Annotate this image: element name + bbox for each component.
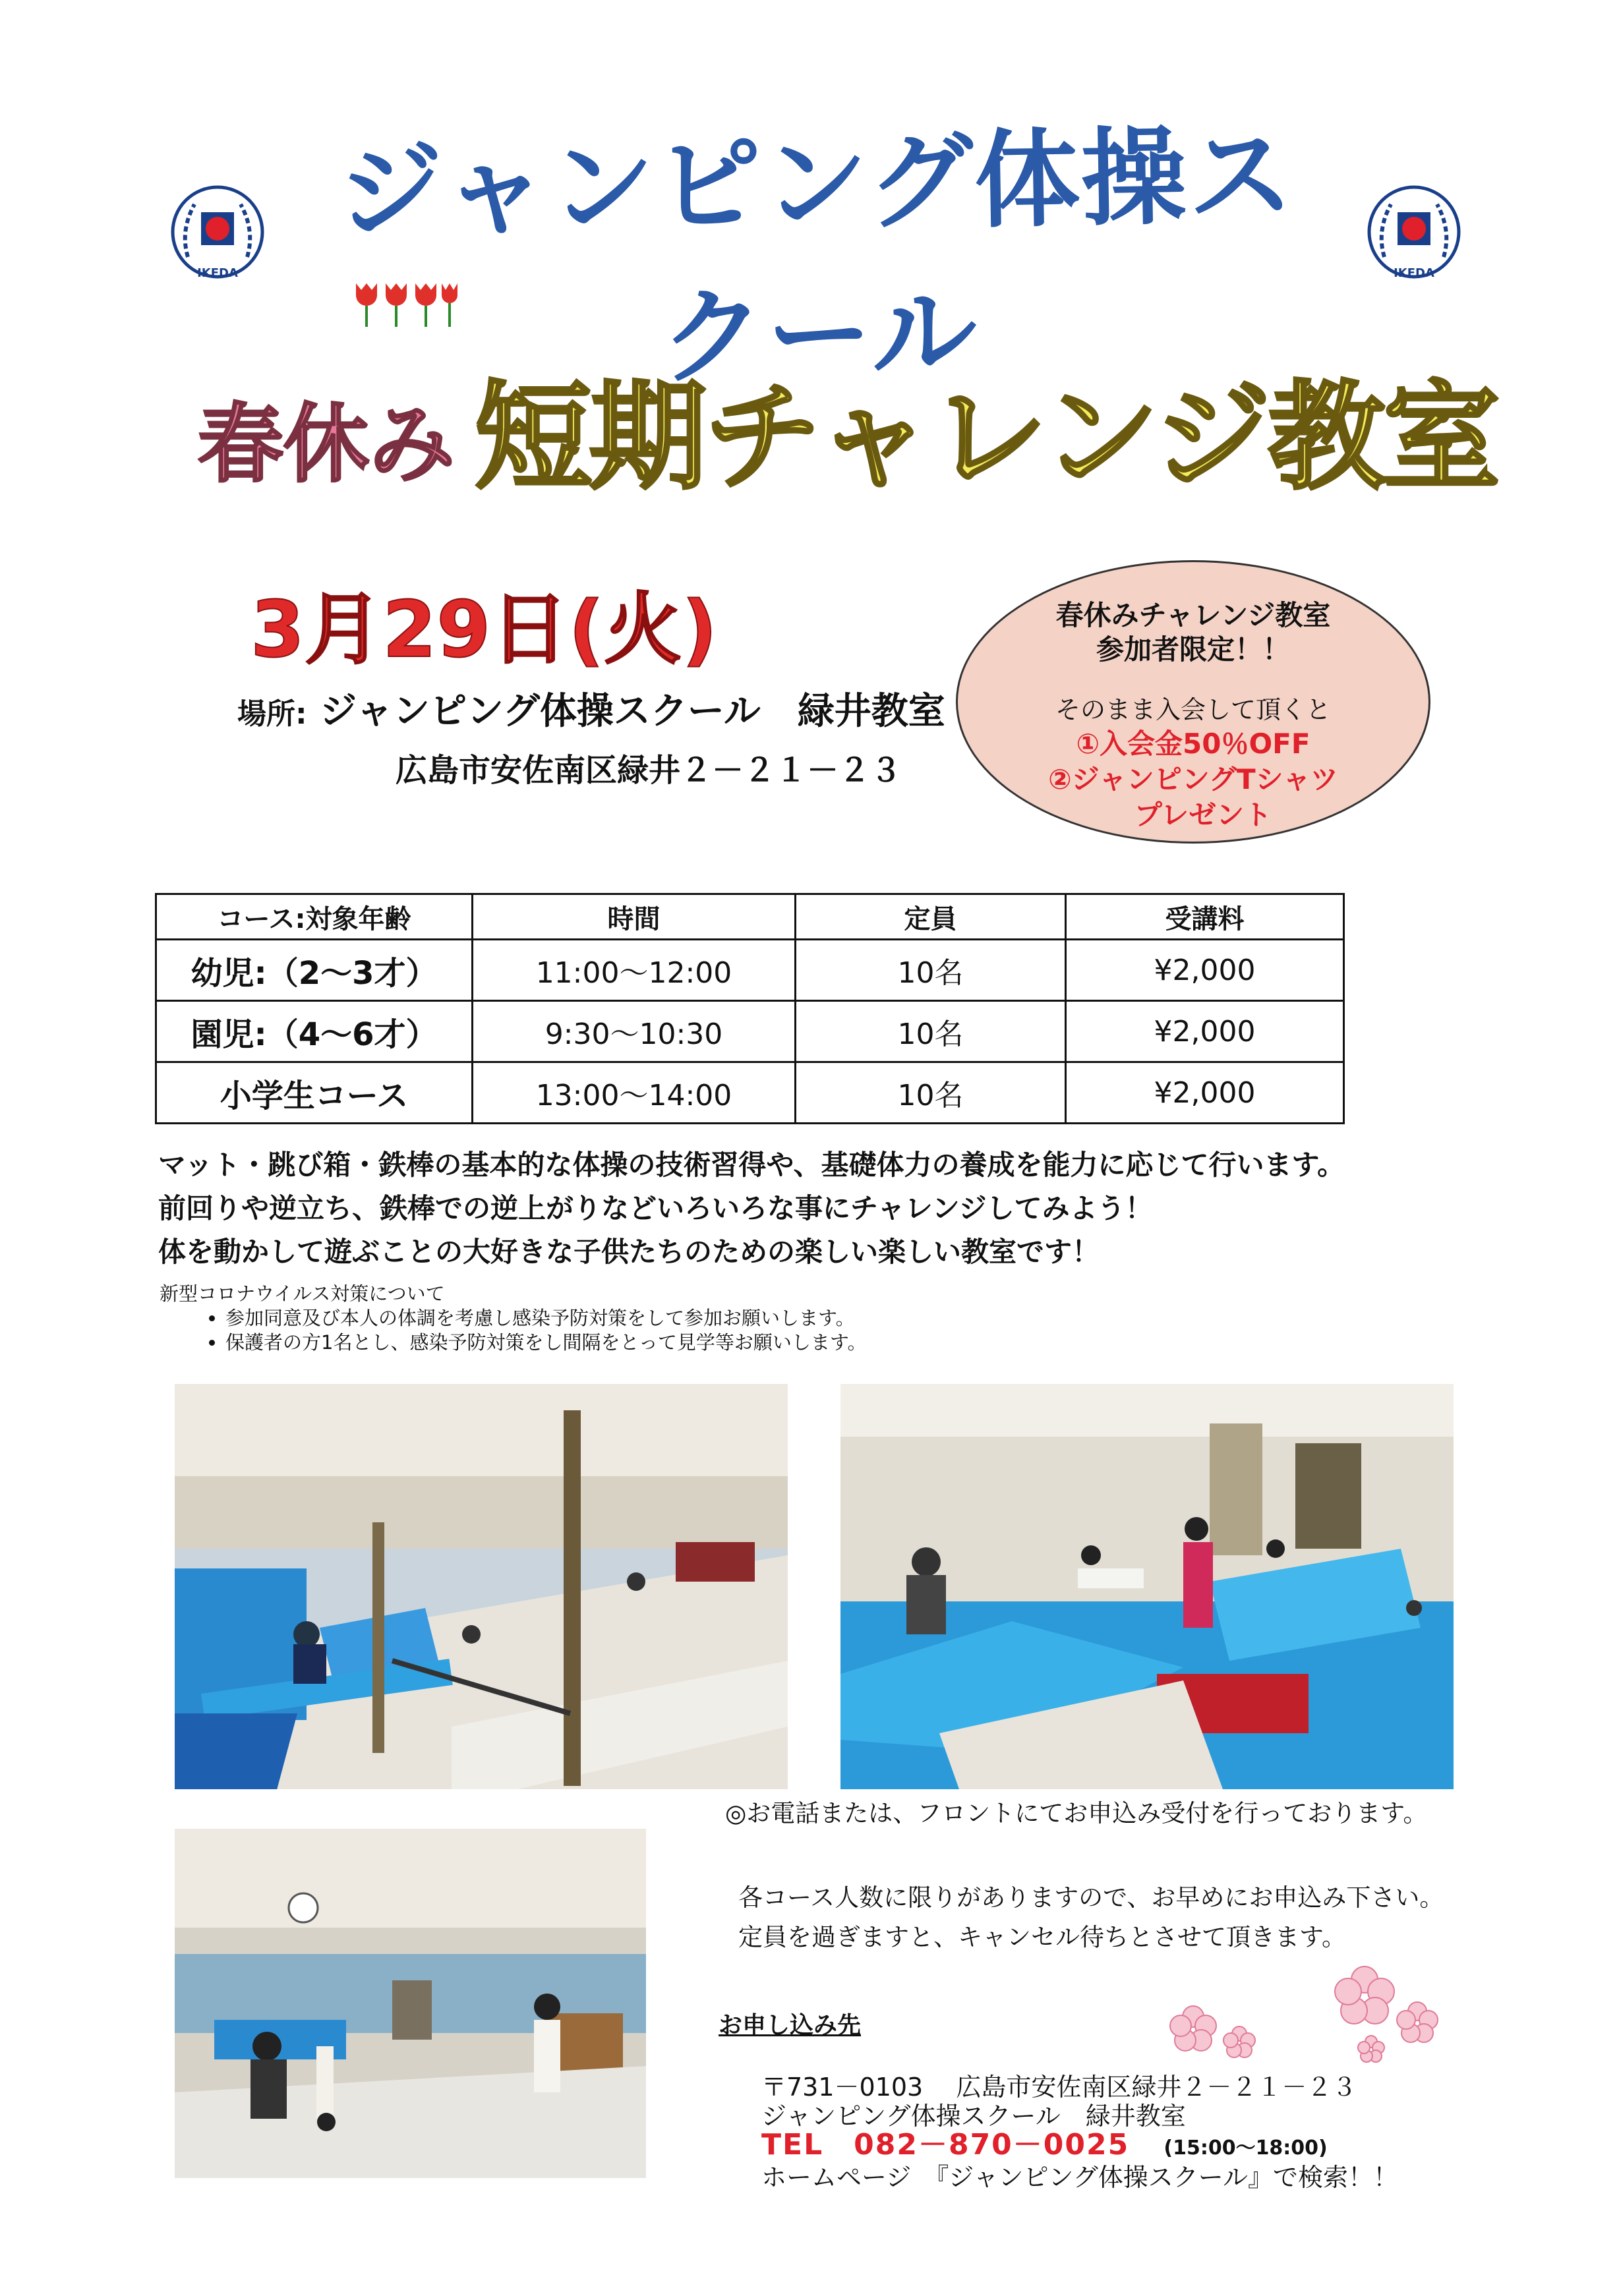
table-cell: 小学生コース [156,1062,473,1124]
table-row [156,940,1344,1001]
venue-name: ジャンピング体操スクール 緑井教室 [320,690,945,733]
event-date: 3月29日(火) [250,584,718,675]
table-cell: 園児:（4～6才） [156,1001,473,1062]
ikeda-logo-right [1365,185,1463,297]
table-cell: 13:00～14:00 [473,1062,796,1124]
offer-benefit: プレゼント [1134,799,1272,831]
table-cell: 10名 [796,1062,1066,1124]
tulip-icon [349,277,468,330]
phone-hours: (15:00～18:00) [1163,2137,1328,2160]
table-row [156,1001,1344,1062]
description [158,1143,1345,1274]
table-header-row [156,894,1344,940]
table-cell: 10名 [796,940,1066,1001]
venue-label: 場所: [237,697,307,731]
covid-item: • 参加同意及び本人の体調を考慮し感染予防対策をして参加お願いします。 [225,1306,867,1331]
table-cell: 幼児:（2～3才） [156,940,473,1001]
logo-text: IKEDA [197,266,238,280]
info-line: 定員を過ぎますと、キャンセル待ちとさせて頂きます。 [738,1923,1347,1951]
offer-line: 春休みチャレンジ教室 [1055,599,1331,631]
page-title: ジャンピング体操スクール [336,113,1296,400]
covid-title: 新型コロナウイルス対策について [160,1282,445,1305]
info-extra [738,1878,1444,1957]
table-header: 時間 [473,894,796,940]
description-line: 前回りや逆立ち、鉄棒での逆上がりなどいろいろな事にチャレンジしてみよう！ [158,1192,1153,1224]
contact-block [761,2073,1398,2192]
table-row [156,1062,1344,1124]
gym-photo-bar [175,1384,788,1789]
description-line: 体を動かして遊ぶことの大好きな子供たちのための楽しい楽しい教室です！ [158,1236,1100,1268]
cherry-blossom-icon [1154,1957,1457,2069]
spring-break-heading: 春休み [198,394,456,494]
ikeda-logo-left [168,185,267,297]
description-line: マット・跳び箱・鉄棒の基本的な体操の技術習得や、基礎体力の養成を能力に応じて行います。 [158,1149,1345,1181]
homepage-note: ホームページ 『ジャンピング体操スクール』で検索！！ [761,2163,1398,2192]
phone-number[interactable]: TEL 082－870－0025 [761,2128,1130,2162]
apply-title: お申し込み先 [719,2012,862,2039]
table-cell: 11:00～12:00 [473,940,796,1001]
offer-benefit: ①入会金50％OFF [1076,728,1310,760]
covid-notice [160,1282,867,1355]
info-line: ◎お電話または、フロントにてお申込み受付を行っております。 [725,1799,1428,1827]
offer-oval [956,560,1430,844]
offer-line: 参加者限定！！ [1096,633,1290,666]
gym-photo-vault [840,1384,1454,1789]
challenge-class-heading: 短期チャレンジ教室 [475,369,1498,505]
table-cell: 9:30～10:30 [473,1001,796,1062]
table-header: コース:対象年齢 [156,894,473,940]
contact-address: 〒731－0103 広島市安佐南区緑井２－２１－２３ [761,2073,1357,2102]
gym-photo-handstand [175,1829,646,2178]
table-cell: ¥2,000 [1066,940,1344,1001]
venue-address: 広島市安佐南区緑井２－２１－２３ [396,752,902,789]
covid-item: • 保護者の方1名とし、感染予防対策をし間隔をとって見学等お願いします。 [225,1331,867,1355]
offer-benefit: ②ジャンピングTシャツ [1048,763,1338,795]
table-header: 受講料 [1066,894,1344,940]
table-cell: 10名 [796,1001,1066,1062]
venue [237,682,945,735]
contact-school: ジャンピング体操スクール 緑井教室 [761,2102,1186,2131]
course-table [155,893,1345,1124]
table-cell: ¥2,000 [1066,1062,1344,1124]
info-line: 各コース人数に限りがありますので、お早めにお申込み下さい。 [738,1883,1444,1912]
table-cell: ¥2,000 [1066,1001,1344,1062]
table-header: 定員 [796,894,1066,940]
logo-text: IKEDA [1394,266,1434,280]
offer-line: そのまま入会して頂くと [1055,695,1331,724]
